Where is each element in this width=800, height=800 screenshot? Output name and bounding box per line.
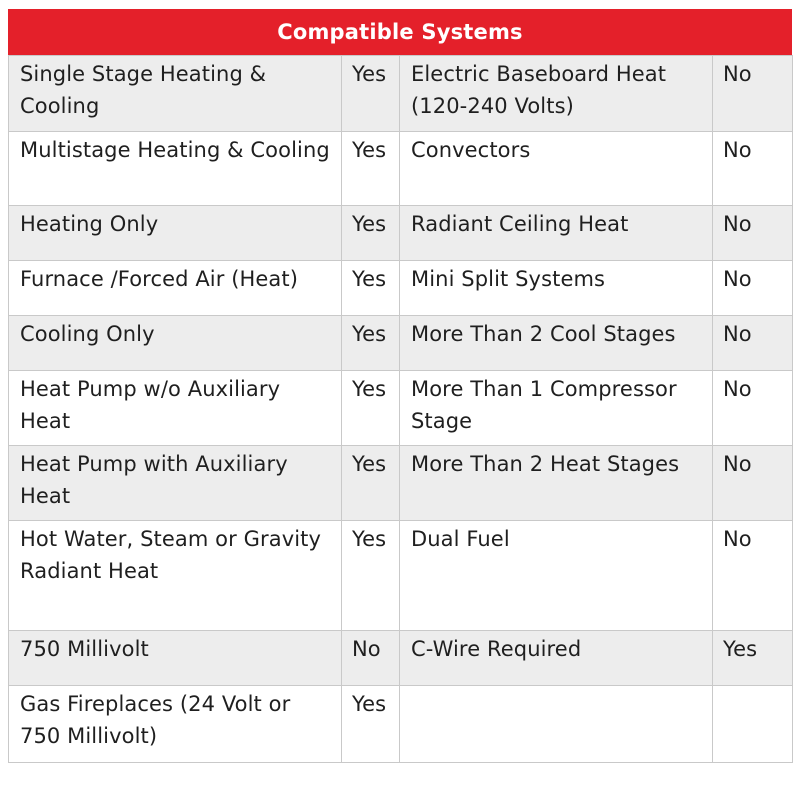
system-name-cell: 750 Millivolt (9, 631, 342, 686)
system-name-cell: Heat Pump w/o Auxiliary Heat (9, 371, 342, 446)
compatibility-table (8, 55, 793, 763)
table-title: Compatible Systems (8, 9, 792, 55)
compatibility-cell: No (713, 446, 793, 521)
system-name-cell: Dual Fuel (400, 521, 713, 631)
system-name-cell (400, 686, 713, 763)
system-name-cell: C-Wire Required (400, 631, 713, 686)
table-row (9, 686, 793, 763)
table-row (9, 261, 793, 316)
system-name-cell: More Than 2 Cool Stages (400, 316, 713, 371)
system-name-cell: Single Stage Heating & Cooling (9, 56, 342, 132)
system-name-cell: Heating Only (9, 206, 342, 261)
compatibility-cell: Yes (342, 686, 400, 763)
system-name-cell: Electric Baseboard Heat (120-240 Volts) (400, 56, 713, 132)
compatibility-cell: No (713, 132, 793, 206)
compatibility-cell: Yes (342, 316, 400, 371)
compatibility-cell: No (342, 631, 400, 686)
compatibility-cell: No (713, 56, 793, 132)
compatibility-cell: Yes (342, 446, 400, 521)
table-row (9, 206, 793, 261)
compatibility-sheet (8, 9, 792, 763)
compatibility-cell: Yes (713, 631, 793, 686)
system-name-cell: Furnace /Forced Air (Heat) (9, 261, 342, 316)
system-name-cell: Hot Water, Steam or Gravity Radiant Heat (9, 521, 342, 631)
table-row (9, 371, 793, 446)
table-row (9, 631, 793, 686)
compatibility-cell: Yes (342, 206, 400, 261)
compatibility-cell: No (713, 521, 793, 631)
compatibility-cell: No (713, 316, 793, 371)
system-name-cell: More Than 1 Compressor Stage (400, 371, 713, 446)
compatibility-cell: Yes (342, 521, 400, 631)
compatibility-cell: Yes (342, 261, 400, 316)
compatibility-cell: No (713, 371, 793, 446)
system-name-cell: Multistage Heating & Cooling (9, 132, 342, 206)
compatibility-cell: No (713, 261, 793, 316)
compatibility-cell: Yes (342, 132, 400, 206)
compatibility-cell (713, 686, 793, 763)
system-name-cell: More Than 2 Heat Stages (400, 446, 713, 521)
compatibility-cell: Yes (342, 371, 400, 446)
system-name-cell: Radiant Ceiling Heat (400, 206, 713, 261)
system-name-cell: Convectors (400, 132, 713, 206)
system-name-cell: Cooling Only (9, 316, 342, 371)
compatibility-cell: No (713, 206, 793, 261)
system-name-cell: Heat Pump with Auxiliary Heat (9, 446, 342, 521)
system-name-cell: Gas Fireplaces (24 Volt or 750 Millivolt) (9, 686, 342, 763)
table-row (9, 316, 793, 371)
table-row (9, 521, 793, 631)
system-name-cell: Mini Split Systems (400, 261, 713, 316)
compatibility-cell: Yes (342, 56, 400, 132)
table-row (9, 132, 793, 206)
table-row (9, 446, 793, 521)
table-row (9, 56, 793, 132)
